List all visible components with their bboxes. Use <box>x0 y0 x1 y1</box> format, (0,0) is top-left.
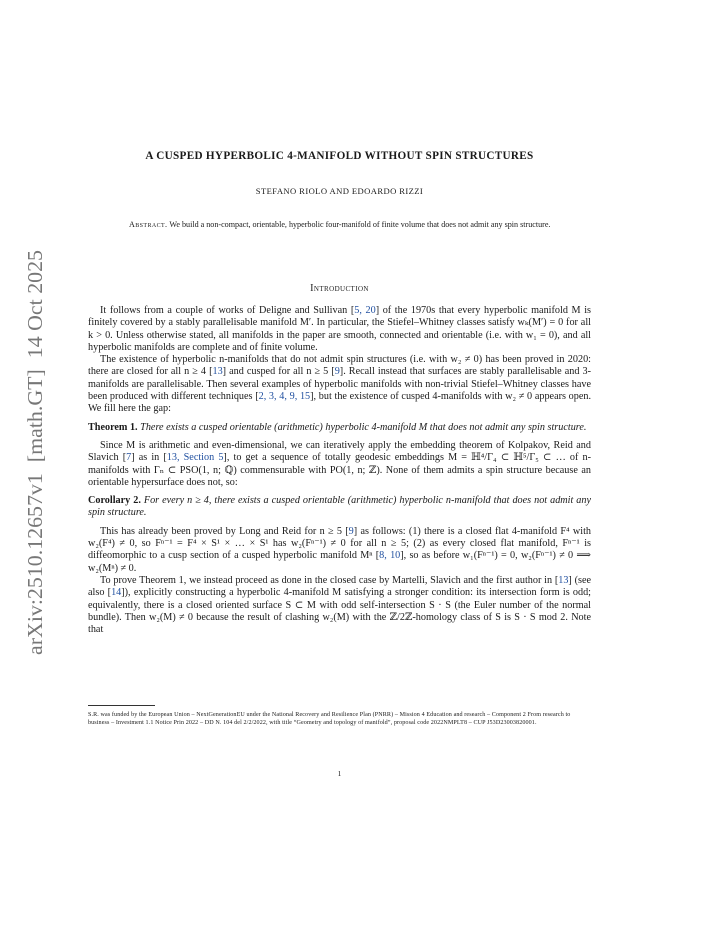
citation[interactable]: 8, 10 <box>379 550 401 562</box>
corollary-text: For every n ≥ 4, there exists a cusped orientable (arithmetic) hyperbolic n-manifold that does not admit any spin structure. <box>88 495 591 519</box>
footnote: S.R. was funded by the European Union – NextGenerationEU under the National Recovery and Resilience Plan (PNRR) – Mission 4 Education and research – Component 2 From research to business – Investment 1.1 Notice Prin 2022 – DD N. 104 del 2/2/2022, with title “Geometry and topology of manifold”, proposal code 2022NMPLT8 – CUP J53D23003820001. <box>88 712 571 726</box>
paragraph-4: This has already been proved by Long and Reid for n ≥ 5 [9] as follows: (1) there is a closed flat 4-manifold F⁴ with w₂(F⁴) ≠ 0, so Fⁿ⁻¹ = F⁴ × S¹ × … × S¹ has w₂(Fⁿ⁻¹) ≠ 0 for all n ≥ 5; (2) as every closed flat manifold, Fⁿ⁻¹ is diffeomorphic to a cusp section of a cusped hyperbolic manifold Mⁿ [8, 10], so as before w₁(Fⁿ⁻¹) = 0, w₂(Fⁿ⁻¹) ≠ 0 ⟹ w₂(Mⁿ) ≠ 0. <box>88 525 591 574</box>
citation[interactable]: 14 <box>111 587 122 599</box>
citation[interactable]: 9 <box>334 366 340 378</box>
paper-title: A CUSPED HYPERBOLIC 4-MANIFOLD WITHOUT SPIN STRUCTURES <box>145 150 534 162</box>
corollary-label: Corollary 2. <box>88 495 141 507</box>
theorem-text: There exists a cusped orientable (arithmetic) hyperbolic 4-manifold M that does not admit any spin structure. <box>140 421 587 433</box>
paragraph-3: Since M is arithmetic and even-dimensional, we can iteratively apply the embedding theorem of Kolpakov, Reid and Slavich [7] as in [13, Section 5], to get a sequence of totally geodesic embeddings M = ℍ⁴/Γ₄ ⊂ ℍ⁵/Γ₅ ⊂ … of n-manifolds with Γₙ ⊂ PSO(1, n; ℚ) commensurable with PO(1, n; ℤ). None of them admits a spin structure because an orientable hypersurface does not, so: <box>88 439 591 488</box>
citation[interactable]: 2, 3, 4, 9, 15 <box>258 391 311 403</box>
abstract-text: We build a non-compact, orientable, hyperbolic four-manifold of finite volume that does not admit any spin structure. <box>169 220 551 229</box>
paragraph-1: It follows from a couple of works of Deligne and Sullivan [5, 20] of the 1970s that every hyperbolic manifold M is finitely covered by a stably parallelisable manifold M′. In particular, the Stiefel–Whitney classes satisfy wₖ(M′) = 0 for all k > 0. Unless otherwise stated, all manifolds in the paper are smooth, connected and orientable (i.e. with w₁ = 0), and all hyperbolic manifolds are complete and of finite volume. <box>88 305 592 353</box>
theorem-label: Theorem 1. <box>88 421 138 433</box>
citation[interactable]: 9 <box>348 525 354 537</box>
corollary-2 <box>88 495 591 520</box>
paragraph-2: The existence of hyperbolic n-manifolds that do not admit spin structures (i.e. with w₂ ≠ 0) has been proved in 2020: there are closed for all n ≥ 4 [13] and cusped for all n ≥ 5 [9]. Recall instead that surfaces are stably parallelisable and 3-manifolds are parallelisable. Then several examples of hyperbolic manifolds with non-trivial Stiefel–Whitney classes have been produced with different techniques [2, 3, 4, 9, 15], but the existence of cusped 4-manifolds with w₂ ≠ 0 appears open. We fill here the gap: <box>88 354 591 415</box>
citation[interactable]: 13 <box>212 366 223 378</box>
paper-authors: STEFANO RIOLO AND EDOARDO RIZZI <box>255 186 424 196</box>
citation[interactable]: 5, 20 <box>354 305 376 316</box>
section-title: Introduction <box>310 283 369 294</box>
citation[interactable]: 13 <box>558 574 569 586</box>
body-text <box>88 305 591 636</box>
paragraph-5: To prove Theorem 1, we instead proceed as done in the closed case by Martelli, Slavich and the first author in [13] (see also [14]), explicitly constructing a hyperbolic 4-manifold M satisfying a stronger condition: its intersection form is odd; equivalently, there is a closed oriented surface S ⊂ M with odd self-intersection S · S (the Euler number of the normal bundle). Then w₂(M) ≠ 0 because the result of clashing w₂(M) with the ℤ/2ℤ-homology class of S is S · S mod 2. Note that <box>88 574 591 636</box>
arxiv-stamp-text: arXiv:2510.12657v1 [math.GT] 14 Oct 2025 <box>23 266 47 655</box>
abstract-label: Abstract. <box>129 220 168 229</box>
footnote-rule <box>88 705 155 706</box>
citation[interactable]: 13, Section 5 <box>166 452 224 464</box>
abstract <box>129 219 553 231</box>
arxiv-stamp <box>12 245 52 665</box>
citation[interactable]: 7 <box>126 452 132 464</box>
theorem-1 <box>88 422 591 434</box>
page-number: 1 <box>337 769 342 778</box>
